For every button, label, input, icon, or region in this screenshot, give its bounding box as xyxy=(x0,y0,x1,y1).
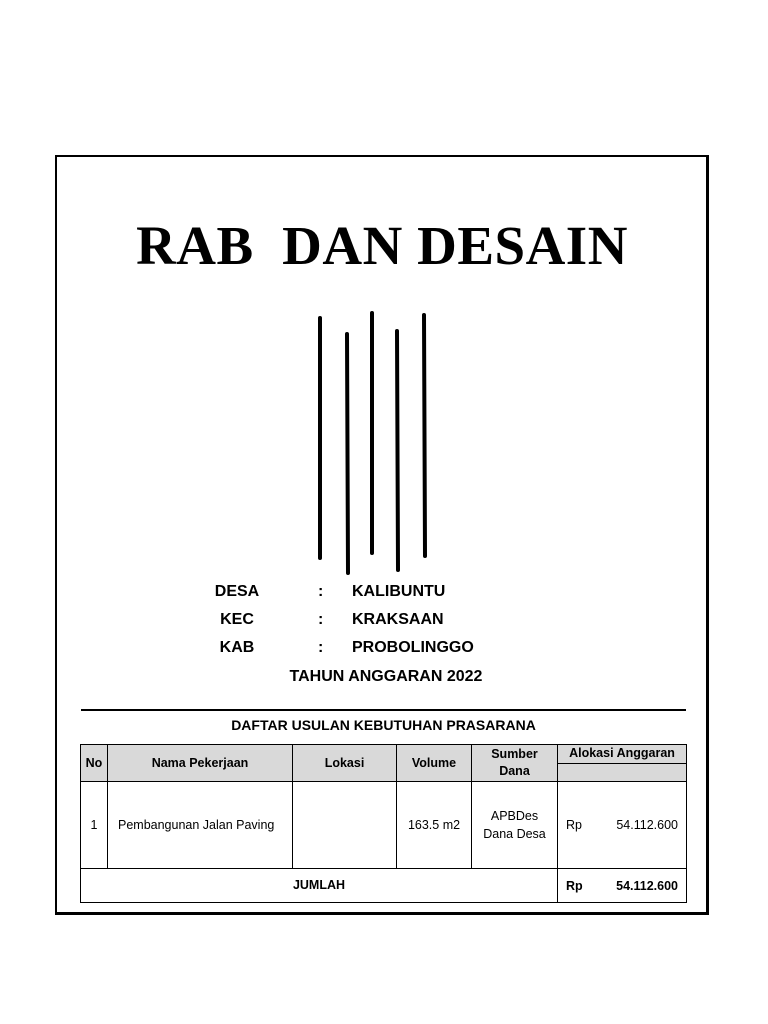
identity-colon: : xyxy=(318,611,324,628)
identity-label: DESA xyxy=(214,583,260,600)
header-budget: Alokasi Anggaran xyxy=(558,745,687,764)
total-amount: 54.112.600 xyxy=(616,878,678,893)
budget-table xyxy=(80,744,687,903)
header-no: No xyxy=(81,745,108,782)
identity-row-kab xyxy=(0,637,768,659)
cell-currency: Rp xyxy=(566,818,582,832)
cell-amount: 54.112.600 xyxy=(616,818,678,832)
header-volume: Volume xyxy=(397,745,472,782)
cell-source-line2: Dana Desa xyxy=(483,827,546,841)
header-source-line2: Dana xyxy=(499,764,530,778)
cell-volume: 163.5 m2 xyxy=(397,782,472,869)
header-job: Nama Pekerjaan xyxy=(108,745,293,782)
cell-job: Pembangunan Jalan Paving xyxy=(108,782,293,869)
identity-colon: : xyxy=(318,583,324,600)
identity-row-desa xyxy=(0,581,768,603)
divider xyxy=(81,709,686,711)
cell-location xyxy=(293,782,397,869)
total-currency: Rp xyxy=(566,878,583,893)
cell-no: 1 xyxy=(81,782,108,869)
identity-value: KRAKSAAN xyxy=(352,611,444,628)
identity-colon: : xyxy=(318,639,324,656)
identity-label: KAB xyxy=(219,639,255,656)
table-total-row xyxy=(81,869,687,903)
identity-value: PROBOLINGGO xyxy=(352,639,474,656)
header-budget-sub xyxy=(558,763,687,782)
table-row xyxy=(81,782,687,869)
cell-source-line1: APBDes xyxy=(490,809,539,823)
header-location: Lokasi xyxy=(293,745,397,782)
identity-value: KALIBUNTU xyxy=(352,583,446,600)
total-budget xyxy=(558,869,687,903)
identity-row-kec xyxy=(0,609,768,631)
cell-source xyxy=(472,782,558,869)
cell-budget xyxy=(558,782,687,869)
table-title: DAFTAR USULAN KEBUTUHAN PRASARANA xyxy=(231,717,536,733)
header-source xyxy=(472,745,558,782)
table-header-row xyxy=(81,745,687,764)
fiscal-year: TAHUN ANGGARAN 2022 xyxy=(289,668,483,685)
header-source-line1: Sumber xyxy=(491,747,538,761)
total-label: JUMLAH xyxy=(81,869,558,903)
identity-label: KEC xyxy=(220,611,254,628)
document-title: RAB DAN DESAIN xyxy=(136,215,628,276)
